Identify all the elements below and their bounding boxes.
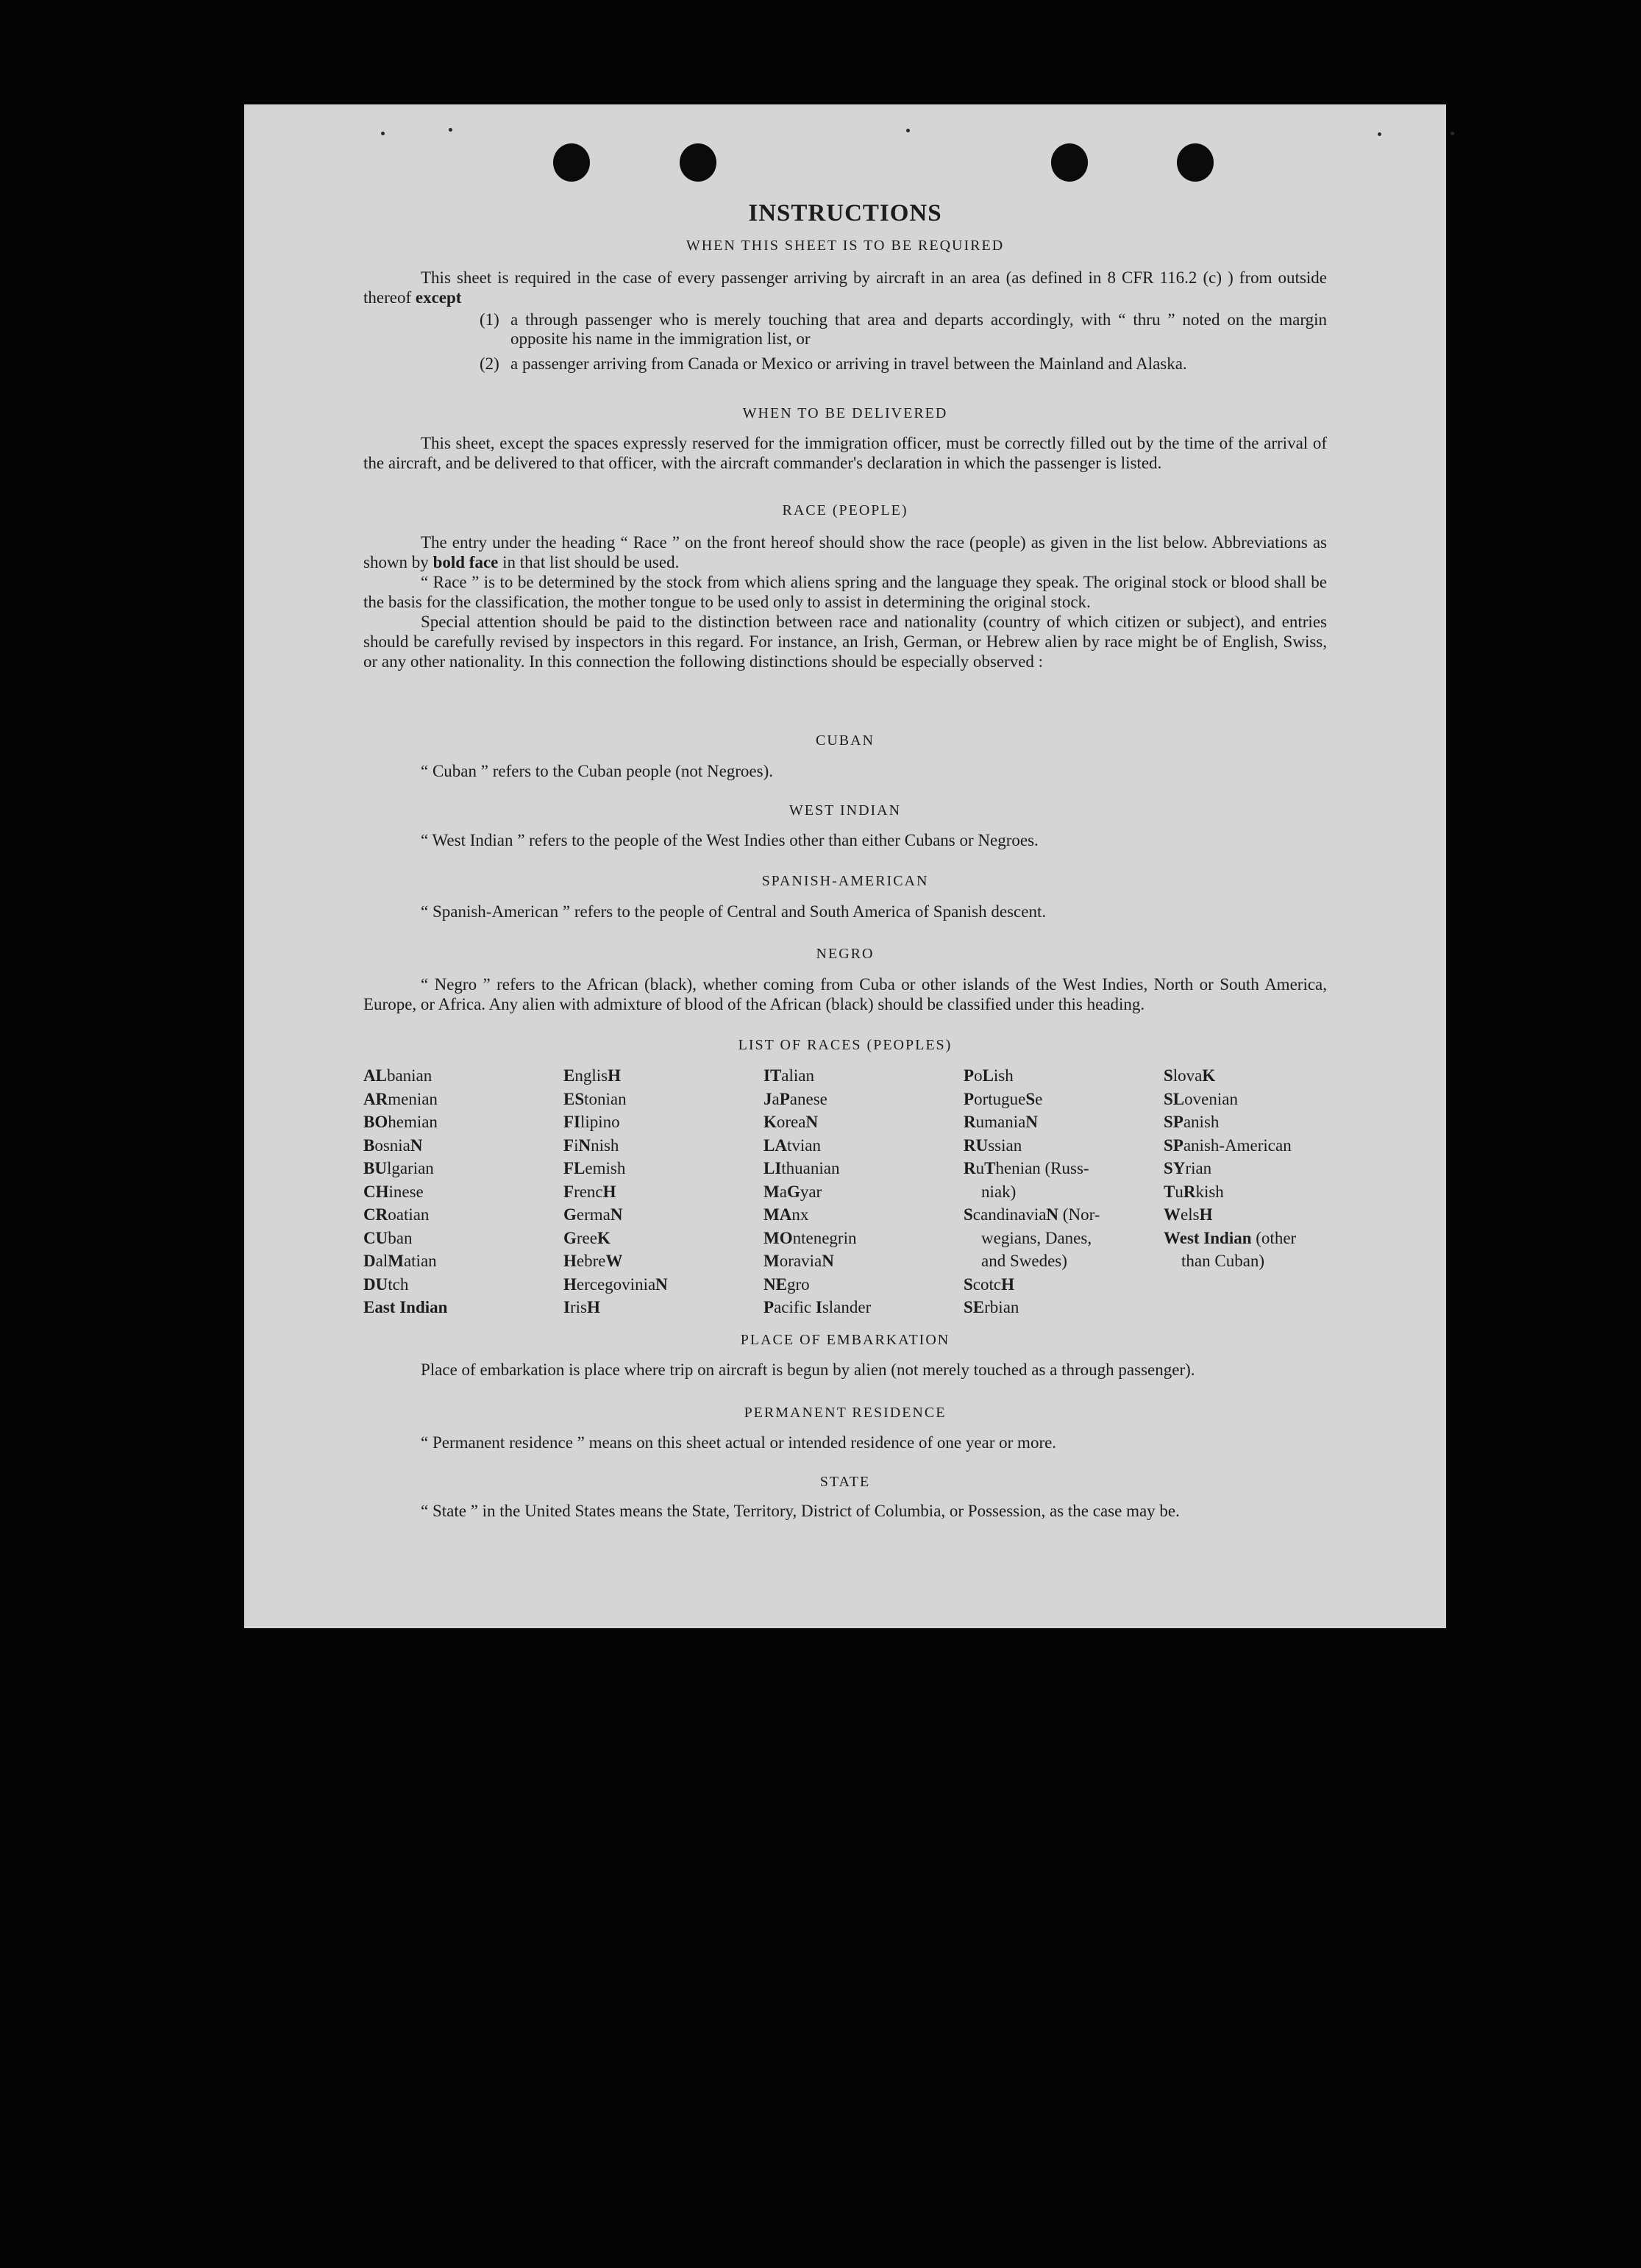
permanent-residence-text: “ Permanent residence ” means on this sheet actual or intended residence of one year or more. xyxy=(421,1433,1057,1452)
race-entry-continuation: than Cuban) xyxy=(1181,1252,1265,1270)
embarkation-text: Place of embarkation is place where trip on aircraft is begun by alien (not merely touched as a through passenger). xyxy=(421,1361,1195,1379)
scan-speck xyxy=(906,129,910,132)
race-entry: FrencH xyxy=(563,1182,616,1201)
race-entry: FiNnish xyxy=(563,1135,619,1155)
race-entry: Pacific Islander xyxy=(763,1298,872,1316)
section-heading-negro: NEGRO xyxy=(816,946,875,962)
race-p1-bold: bold face xyxy=(433,553,499,571)
punch-hole xyxy=(680,143,716,182)
exception-number: (1) xyxy=(480,310,499,329)
race-entry: ScotcH xyxy=(964,1274,1014,1294)
race-entry: JaPanese xyxy=(763,1089,827,1108)
spanish-american-text: “ Spanish-American ” refers to the people of Central and South America of Spanish descent. xyxy=(421,902,1047,921)
scan-speck xyxy=(1378,132,1381,136)
race-entry: RUssian xyxy=(964,1135,1022,1155)
races-column xyxy=(363,1064,555,1319)
race-paragraphs xyxy=(363,532,1327,671)
race-entry: DalMatian xyxy=(363,1252,437,1270)
page-title: INSTRUCTIONS xyxy=(748,200,942,227)
race-p1-text: The entry under the heading “ Race ” on the front hereof should show the race (people) as given in the list below. Abbreviations as shown by xyxy=(363,533,1327,571)
scan-speck xyxy=(449,128,452,132)
embarkation-paragraph xyxy=(363,1360,1327,1380)
race-entry: MaGyar xyxy=(763,1182,822,1201)
race-entry: HebreW xyxy=(563,1252,623,1270)
race-entry: West Indian (other xyxy=(1164,1228,1297,1247)
section-heading-state: STATE xyxy=(819,1474,871,1490)
race-entry: NEgro xyxy=(763,1274,810,1294)
race-entry: GreeK xyxy=(563,1228,611,1247)
race-entry: BosniaN xyxy=(363,1135,423,1155)
race-entry: CHinese xyxy=(363,1182,424,1201)
race-entry: WelsH xyxy=(1164,1205,1213,1224)
race-entry: RumaniaN xyxy=(964,1113,1038,1131)
west-indian-paragraph xyxy=(363,830,1327,850)
section-heading-race: RACE (PEOPLE) xyxy=(782,502,908,518)
race-entry: LIthuanian xyxy=(763,1159,840,1177)
exception-number: (2) xyxy=(480,354,499,373)
race-entry: TuRkish xyxy=(1164,1182,1224,1201)
race-entry: GermaN xyxy=(563,1205,623,1224)
race-entry: ScandinaviaN (Nor- xyxy=(964,1205,1100,1224)
races-column xyxy=(763,1064,955,1319)
scan-speck xyxy=(381,132,385,135)
race-entry: SlovaK xyxy=(1164,1066,1216,1085)
state-text: “ State ” in the United States means the State, Territory, District of Columbia, or Possession, as the case may be. xyxy=(421,1502,1180,1520)
cuban-paragraph xyxy=(363,761,1327,781)
race-entry: BUlgarian xyxy=(363,1159,434,1177)
race-entry: SPanish-American xyxy=(1164,1135,1292,1155)
race-entry-continuation: niak) xyxy=(981,1182,1017,1201)
punch-hole xyxy=(1177,143,1214,182)
race-entry: PortugueSe xyxy=(964,1089,1043,1108)
race-entry: FLemish xyxy=(563,1159,626,1177)
cuban-text: “ Cuban ” refers to the Cuban people (not Negroes). xyxy=(421,762,774,780)
section-heading-cuban: CUBAN xyxy=(815,732,875,749)
race-entry: ITalian xyxy=(763,1066,814,1085)
race-entry: FIlipino xyxy=(563,1113,620,1131)
west-indian-text: “ West Indian ” refers to the people of the West Indies other than either Cubans or Negroes. xyxy=(421,831,1039,849)
race-entry: LAtvian xyxy=(763,1135,821,1155)
exception-text: a through passenger who is merely touching that area and departs accordingly, with “ thru ” noted on the margin opposite his name in the immigration list, or xyxy=(510,310,1327,348)
race-entry: CRoatian xyxy=(363,1205,430,1224)
section-heading-embarkation: PLACE OF EMBARKATION xyxy=(740,1332,950,1348)
race-entry: SPanish xyxy=(1164,1113,1220,1131)
race-entry: HercegoviniaN xyxy=(563,1274,668,1294)
race-entry: SYrian xyxy=(1164,1159,1212,1177)
section-heading-west-indian: WEST INDIAN xyxy=(789,802,902,819)
races-column xyxy=(964,1064,1145,1319)
race-entry: SLovenian xyxy=(1164,1089,1238,1108)
race-entry: RuThenian (Russ- xyxy=(964,1159,1089,1177)
required-intro-text: This sheet is required in the case of every passenger arriving by aircraft in an area (as defined in 8 CFR 116.2 (c) ) from outside thereof xyxy=(363,268,1327,307)
scan-speck xyxy=(1450,132,1454,135)
delivered-paragraph xyxy=(363,433,1327,473)
race-entry: MoraviaN xyxy=(763,1252,834,1270)
required-intro xyxy=(363,268,1327,307)
race-entry: EStonian xyxy=(563,1089,627,1108)
section-heading-spanish-american: SPANISH-AMERICAN xyxy=(761,873,929,889)
race-entry: PoLish xyxy=(964,1066,1014,1085)
race-p2-text: “ Race ” is to be determined by the stock from which aliens spring and the language they speak. The original stock or blood shall be the basis for the classification, the mother tongue to be used only to assist in determining the original stock. xyxy=(363,573,1327,611)
race-entry: EnglisH xyxy=(563,1066,621,1085)
race-entry: BOhemian xyxy=(363,1113,438,1131)
race-entry: MOntenegrin xyxy=(763,1228,857,1247)
spanish-american-paragraph xyxy=(363,902,1327,921)
section-heading-list-of-races: LIST OF RACES (PEOPLES) xyxy=(738,1037,953,1053)
document-sheet xyxy=(244,104,1446,1628)
race-p1-text-end: in that list should be used. xyxy=(498,553,680,571)
race-entry: ALbanian xyxy=(363,1066,433,1085)
races-column xyxy=(563,1064,755,1319)
punch-hole xyxy=(1051,143,1088,182)
delivered-text: This sheet, except the spaces expressly reserved for the immigration officer, must be correctly filled out by the time of the arrival of the aircraft, and be delivered to that officer, with the aircraft commander's declaration in which the passenger is listed. xyxy=(363,434,1327,472)
section-heading-permanent-residence: PERMANENT RESIDENCE xyxy=(744,1405,947,1421)
negro-paragraph xyxy=(363,974,1327,1014)
race-entry: East Indian xyxy=(363,1298,448,1316)
race-entry: ARmenian xyxy=(363,1089,438,1108)
races-column xyxy=(1164,1064,1333,1273)
race-entry: SErbian xyxy=(964,1298,1019,1316)
exception-text: a passenger arriving from Canada or Mexico or arriving in travel between the Mainland and Alaska. xyxy=(510,354,1187,373)
section-heading-delivered: WHEN TO BE DELIVERED xyxy=(742,405,948,421)
race-entry: IrisH xyxy=(563,1298,600,1316)
punch-hole xyxy=(553,143,590,182)
race-entry: CUban xyxy=(363,1228,413,1247)
race-entry-continuation: wegians, Danes, xyxy=(981,1228,1092,1247)
negro-text: “ Negro ” refers to the African (black), whether coming from Cuba or other islands of the West Indies, North or South America, Europe, or Africa. Any alien with admixture of blood of the African (black) should be classified under this heading. xyxy=(363,975,1327,1013)
state-paragraph xyxy=(363,1501,1327,1521)
race-p3-text: Special attention should be paid to the distinction between race and nationality (country of which citizen or subject), and entries should be carefully revised by inspectors in this regard. For instance, an Irish, German, or Hebrew alien by race might be of English, Swiss, or any other nationality. In this connection the following distinctions should be especially observed : xyxy=(363,613,1327,671)
race-entry: MAnx xyxy=(763,1205,809,1224)
race-entry-continuation: and Swedes) xyxy=(981,1252,1067,1270)
permanent-residence-paragraph xyxy=(363,1433,1327,1452)
race-entry: KoreaN xyxy=(763,1113,819,1131)
required-intro-bold: except xyxy=(415,288,462,307)
section-heading-required: WHEN THIS SHEET IS TO BE REQUIRED xyxy=(686,238,1005,254)
race-entry: DUtch xyxy=(363,1274,409,1294)
